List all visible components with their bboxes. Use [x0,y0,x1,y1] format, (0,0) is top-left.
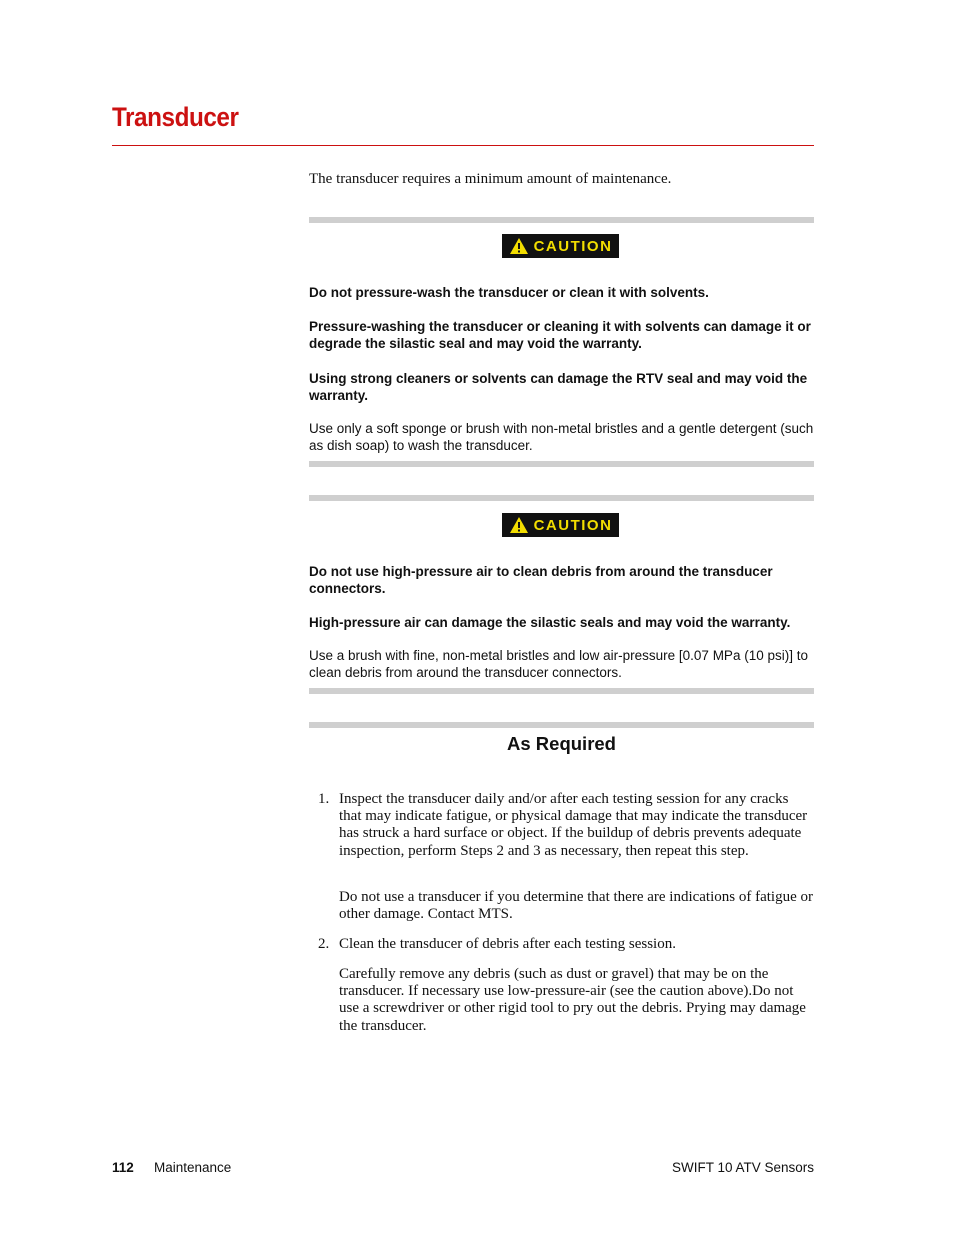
caution-badge [502,513,619,537]
step-text: Clean the transducer of debris after each testing session. [339,936,676,952]
step-number: 2. [318,936,330,952]
step-note: Do not use a transducer if you determine that there are indications of fatigue or other damage. Contact MTS. [339,889,813,923]
intro-text: The transducer requires a minimum amount of maintenance. [309,171,672,187]
caution2-statement: Do not use high-pressure air to clean debris from around the transducer connectors. [309,564,773,596]
caution1-statement: Do not pressure-wash the transducer or clean it with solvents. [309,285,709,300]
list-item [318,791,814,860]
caution2-consequence: High-pressure air can damage the silastic seals and may void the warranty. [309,615,791,630]
page-number: 112 [112,1160,134,1175]
step-text: Inspect the transducer daily and/or after each testing session for any cracks that may indicate fatigue, or physical damage that may indicate the transducer has struck a hard surface or object. If the buildup of debris prevents adequate inspection, perform Steps 2 and 3 as necessary, then repeat this step. [339,791,808,859]
caution-top-bar [309,495,814,501]
caution-bottom-bar [309,461,814,467]
section-heading: As Required [507,733,616,754]
caution-bottom-bar [309,688,814,694]
page-title: Transducer [112,102,239,132]
caution1-consequence: Pressure-washing the transducer or cleaning it with solvents can damage it or degrade the silastic seal and may void the warranty. [309,319,811,351]
caution-label: CAUTION [533,237,613,255]
caution2-instruction: Use a brush with fine, non-metal bristles and low air-pressure [0.07 MPa (10 psi)] to clean debris from around the transducer connectors. [309,648,808,680]
caution-badge [502,234,619,258]
footer-section: Maintenance [154,1160,232,1175]
footer-product: SWIFT 10 ATV Sensors [671,1160,814,1175]
warning-triangle-icon [509,237,529,255]
section-bar [309,722,814,728]
step-number: 1. [318,791,330,807]
caution1-consequence-2: Using strong cleaners or solvents can damage the RTV seal and may void the warranty. [309,371,808,403]
warning-triangle-icon [509,516,529,534]
step-note: Carefully remove any debris (such as dust or gravel) that may be on the transducer. If necessary use low-pressure-air (see the caution above).Do not use a screwdriver or other rigid tool to pry out the debris. Prying may damage the transducer. [339,966,806,1034]
caution-label: CAUTION [533,516,613,534]
title-rule [112,145,814,146]
list-item [318,936,814,953]
caution-top-bar [309,217,814,223]
caution1-instruction: Use only a soft sponge or brush with non-metal bristles and a gentle detergent (such as dish soap) to wash the transducer. [309,421,814,453]
